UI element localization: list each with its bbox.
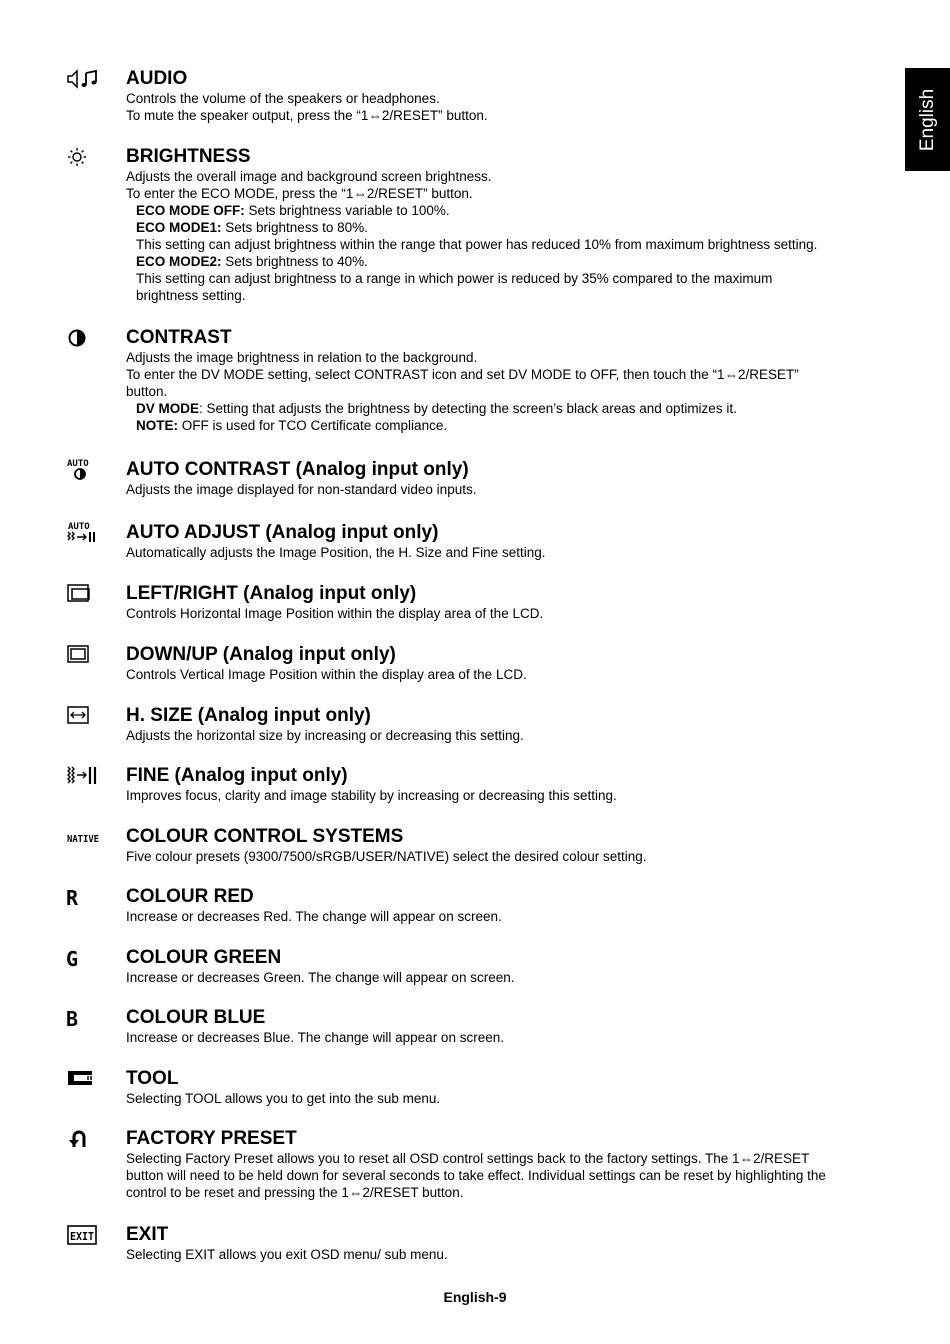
tool-line: Selecting TOOL allows you to get into the sub menu. (126, 1091, 441, 1106)
auto-contrast-line: Adjusts the image displayed for non-standard video inputs. (126, 482, 477, 497)
exit-icon-label: EXIT (70, 1230, 95, 1243)
eco-mode-off-label: ECO MODE OFF: (136, 203, 245, 218)
eco-mode-2-note: brightness setting. (136, 288, 246, 303)
down-up-icon (66, 644, 100, 672)
colour-red-line: Increase or decreases Red. The change will appear on screen. (126, 909, 502, 924)
factory-preset-icon (66, 1128, 100, 1156)
audio-title: AUDIO (126, 68, 188, 89)
eco-mode-2-label: ECO MODE2: (136, 254, 222, 269)
eco-mode-2-text: Sets brightness to 40%. (221, 254, 368, 269)
audio-icon (66, 68, 100, 96)
fine-line: Improves focus, clarity and image stability by increasing or decreasing this setting. (126, 788, 617, 803)
contrast-title: CONTRAST (126, 327, 232, 348)
page-footer: English-9 (443, 1289, 507, 1305)
blue-icon: B (66, 1007, 79, 1031)
exit-icon (66, 1224, 100, 1252)
eco-mode-1-label: ECO MODE1: (136, 220, 222, 235)
green-icon: G (66, 947, 79, 971)
note-label: NOTE: (136, 418, 178, 433)
fine-icon (66, 765, 100, 793)
contrast-line: Adjusts the image brightness in relation to the background. (126, 350, 478, 365)
dv-mode-text: : Setting that adjusts the brightness by detecting the screen’s black areas and optimizes it. (199, 401, 737, 416)
auto-contrast-icon-label: AUTO (67, 459, 89, 469)
factory-preset-line: control to be reset and pressing the 1⇔2/RESET button. (126, 1185, 464, 1200)
h-size-title: H. SIZE (Analog input only) (126, 705, 371, 726)
native-icon-label: NATIVE (67, 834, 99, 845)
brightness-icon (66, 146, 100, 174)
eco-mode-2 (126, 253, 905, 270)
down-up-line: Controls Vertical Image Position within the display area of the LCD. (126, 667, 527, 682)
audio-line: To mute the speaker output, press the “1⇔2/RESET” button. (126, 108, 488, 123)
dv-mode-label: DV MODE (136, 401, 200, 416)
h-size-icon (66, 705, 100, 733)
left-right-title: LEFT/RIGHT (Analog input only) (126, 583, 417, 604)
auto-contrast-icon (66, 459, 100, 487)
eco-mode-2-note: This setting can adjust brightness to a range in which power is reduced by 35% compared to the maximum (136, 271, 773, 286)
h-size-line: Adjusts the horizontal size by increasing or decreasing this setting. (126, 728, 524, 743)
auto-adjust-icon (66, 522, 100, 550)
left-right-line: Controls Horizontal Image Position within the display area of the LCD. (126, 606, 544, 621)
language-tab-label: English (916, 88, 938, 151)
down-up-title: DOWN/UP (Analog input only) (126, 644, 396, 665)
exit-title: EXIT (126, 1224, 169, 1245)
eco-mode-1-note: This setting can adjust brightness within the range that power has reduced 10% from maximum brightness setting. (136, 237, 818, 252)
auto-adjust-line: Automatically adjusts the Image Position, the H. Size and Fine setting. (126, 545, 546, 560)
eco-mode-off-text: Sets brightness variable to 100%. (244, 203, 450, 218)
factory-preset-title: FACTORY PRESET (126, 1128, 297, 1149)
contrast-line: button. (126, 384, 168, 399)
colour-control-line: Five colour presets (9300/7500/sRGB/USER/NATIVE) select the desired colour setting. (126, 849, 647, 864)
note-text: OFF is used for TCO Certificate compliance. (178, 418, 448, 433)
tool-title: TOOL (126, 1068, 179, 1089)
factory-preset-line: button will need to be held down for several seconds to take effect. Individual settings can be reset by highlighting the (126, 1168, 826, 1183)
audio-line: Controls the volume of the speakers or headphones. (126, 91, 440, 106)
left-right-icon (66, 583, 100, 611)
contrast-icon (66, 327, 100, 355)
eco-mode-1-text: Sets brightness to 80%. (221, 220, 368, 235)
native-icon (66, 826, 100, 854)
red-icon: R (66, 886, 79, 910)
colour-red-title: COLOUR RED (126, 886, 254, 907)
auto-contrast-title: AUTO CONTRAST (Analog input only) (126, 459, 469, 480)
brightness-line: To enter the ECO MODE, press the “1⇔2/RESET” button. (126, 186, 473, 201)
brightness-title: BRIGHTNESS (126, 146, 251, 167)
colour-blue-title: COLOUR BLUE (126, 1007, 266, 1028)
tool-icon (66, 1068, 100, 1096)
language-tab (905, 68, 950, 171)
exit-line: Selecting EXIT allows you exit OSD menu/ sub menu. (126, 1247, 448, 1262)
brightness-line: Adjusts the overall image and background screen brightness. (126, 169, 492, 184)
contrast-line: To enter the DV MODE setting, select CONTRAST icon and set DV MODE to OFF, then touch the “1⇔2/RESET” (126, 367, 799, 382)
dv-mode (126, 400, 905, 417)
eco-mode-off (126, 202, 905, 219)
auto-adjust-title: AUTO ADJUST (Analog input only) (126, 522, 439, 543)
eco-mode-1 (126, 219, 905, 236)
factory-preset-line: Selecting Factory Preset allows you to reset all OSD control settings back to the factory settings. The 1⇔2/RESET (126, 1151, 810, 1166)
fine-title: FINE (Analog input only) (126, 765, 348, 786)
colour-control-title: COLOUR CONTROL SYSTEMS (126, 826, 404, 847)
contrast-note (126, 417, 905, 434)
colour-green-line: Increase or decreases Green. The change will appear on screen. (126, 970, 515, 985)
colour-blue-line: Increase or decreases Blue. The change will appear on screen. (126, 1030, 504, 1045)
colour-green-title: COLOUR GREEN (126, 947, 282, 968)
auto-adjust-icon-label: AUTO (68, 522, 90, 532)
